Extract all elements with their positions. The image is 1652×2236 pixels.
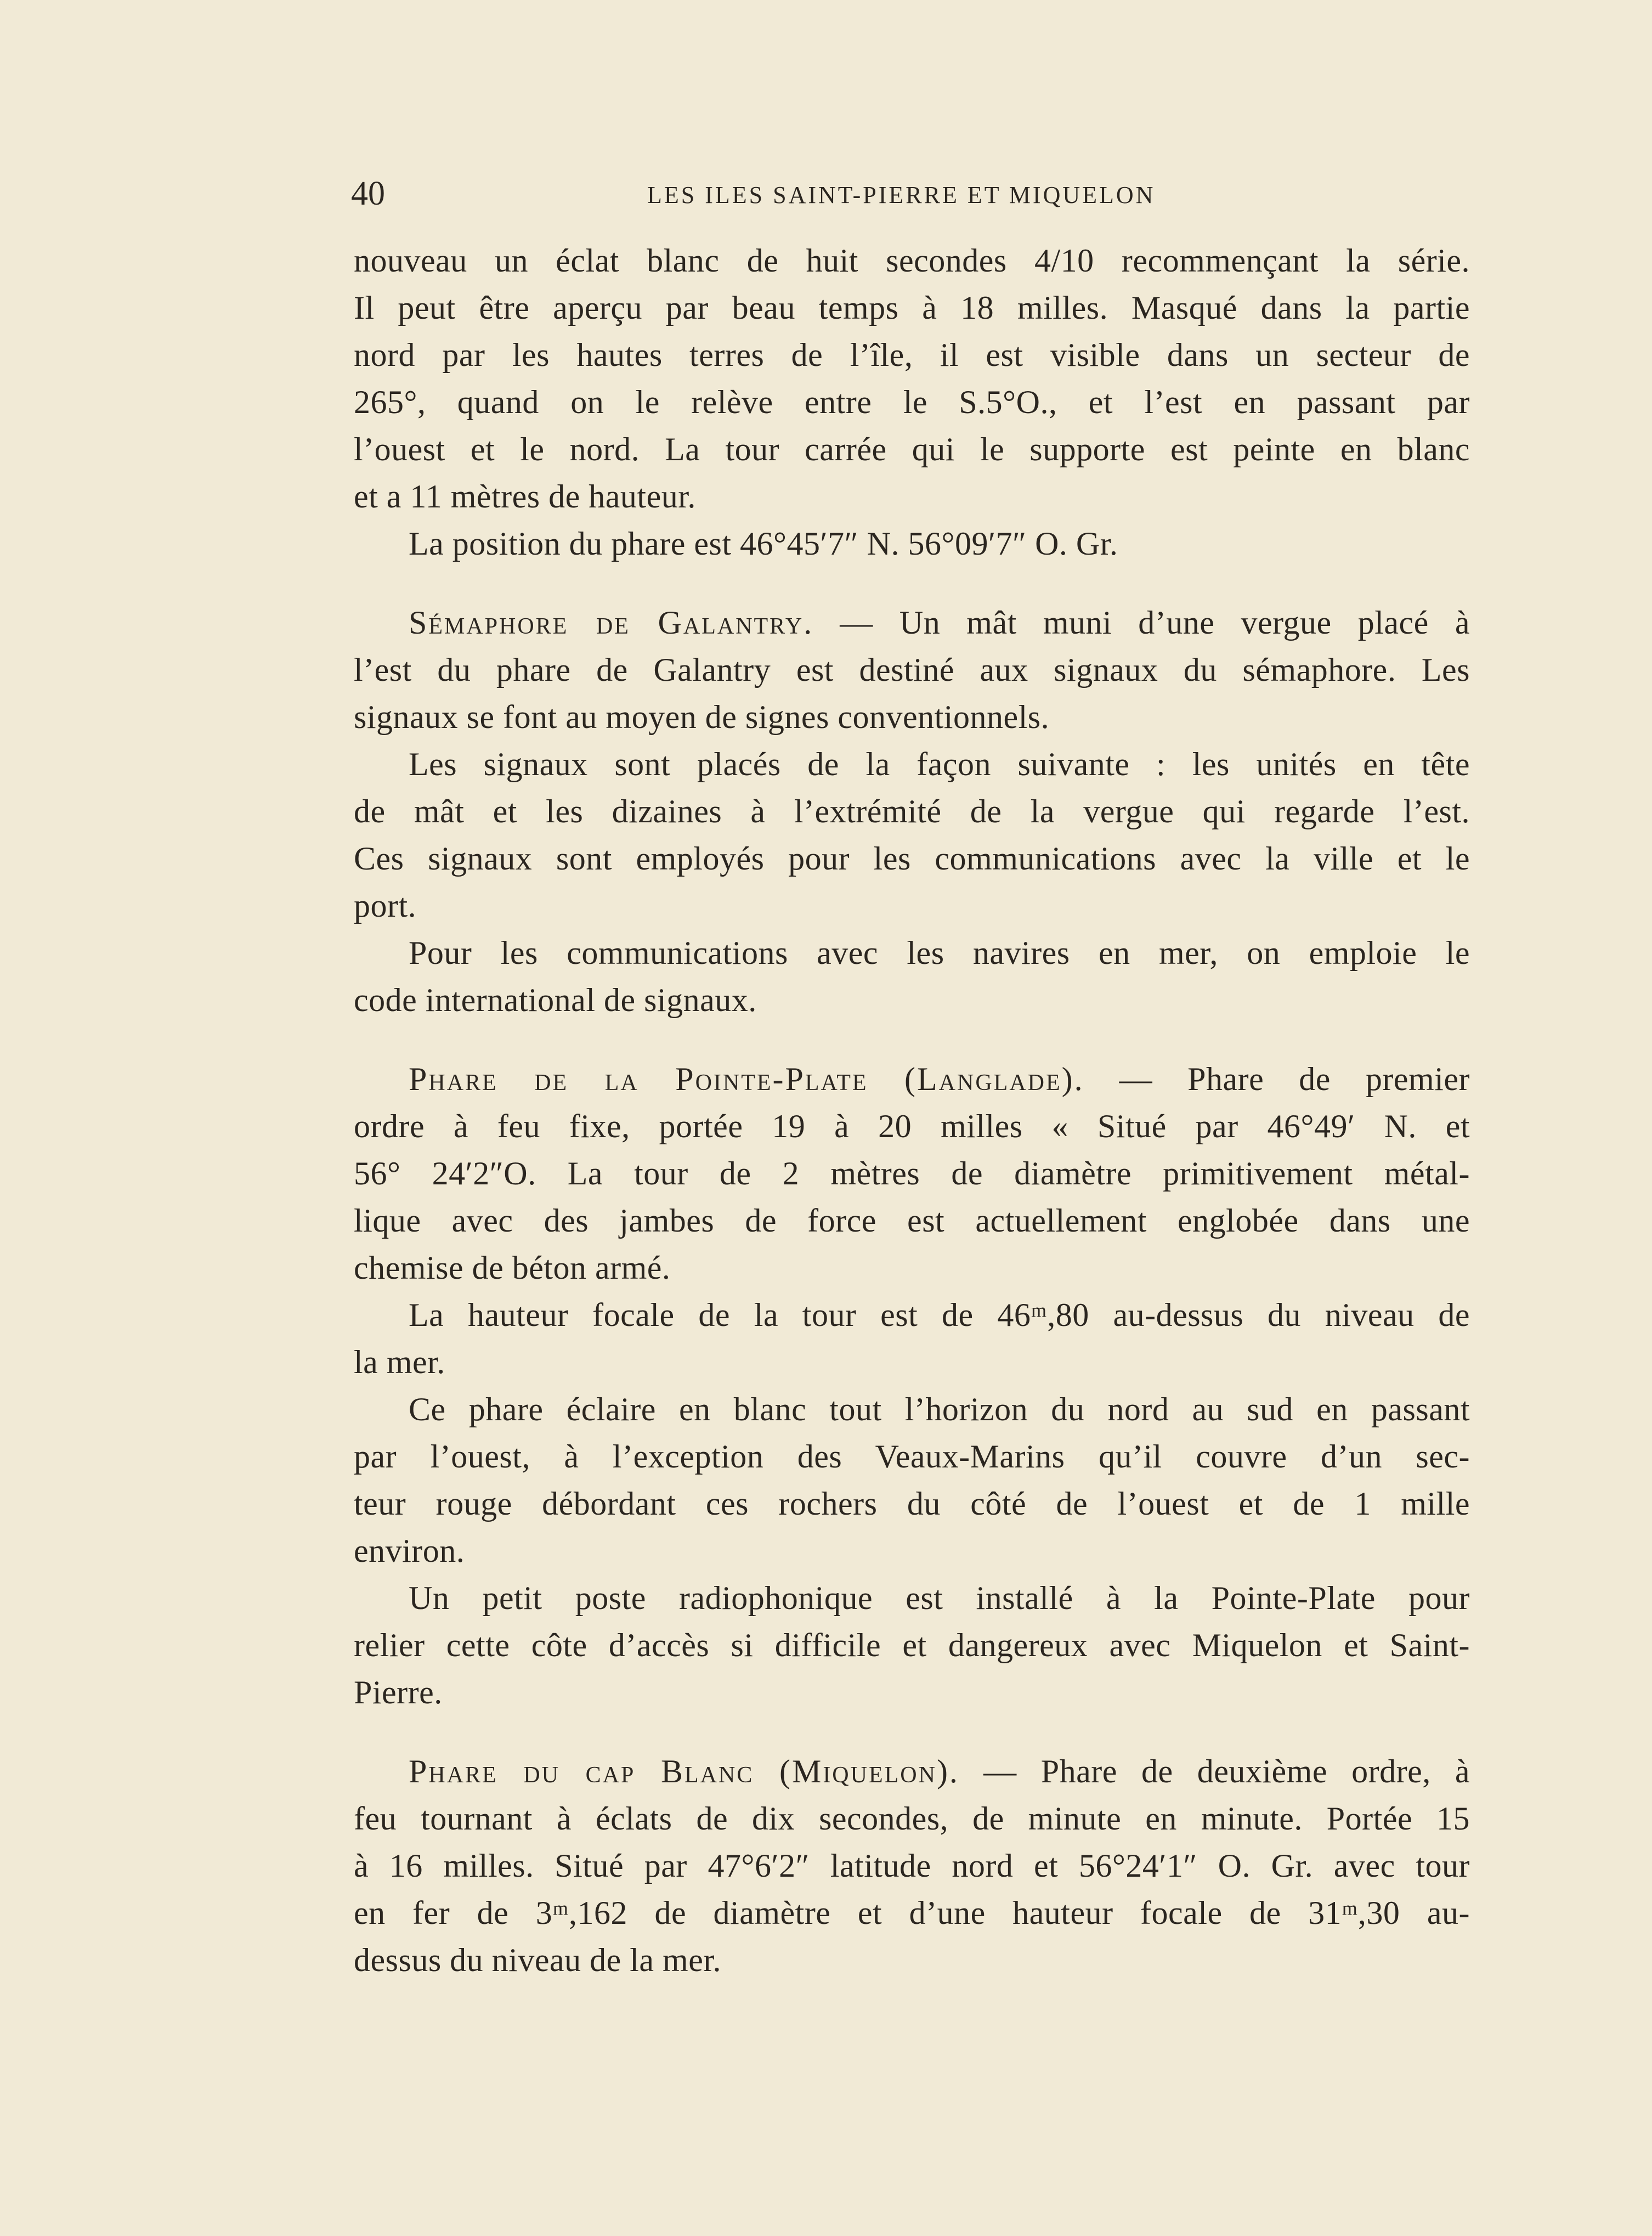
page-body	[354, 237, 1470, 1984]
paragraph	[354, 1291, 1470, 1386]
text-line	[354, 741, 1470, 788]
text-line	[354, 1527, 1470, 1574]
line-text: Les signaux sont placés de la façon suivante : les unités en tête	[409, 746, 1470, 782]
line-text: relier cette côte d’accès si difficile et dangereux avec Miquelon et Saint-	[354, 1627, 1470, 1663]
line-text: — Phare de premier	[1084, 1061, 1470, 1097]
text-line	[354, 1480, 1470, 1527]
line-text: code international de signaux.	[354, 982, 757, 1018]
section-paragraph	[354, 1748, 1470, 1984]
paragraph	[354, 741, 1470, 929]
paragraph	[354, 1386, 1470, 1574]
text-line	[354, 929, 1470, 976]
text-line	[354, 520, 1470, 567]
section-heading: Sémaphore de Galantry.	[409, 605, 814, 641]
page-number: 40	[351, 175, 385, 212]
line-text: l’ouest et le nord. La tour carrée qui le supporte est peinte en blanc	[354, 431, 1470, 467]
text-line	[354, 1291, 1470, 1339]
text-line	[354, 1386, 1470, 1433]
section-heading: Phare du cap Blanc (Miquelon).	[409, 1753, 959, 1789]
text-line	[354, 1936, 1470, 1984]
line-text: 265°, quand on le relève entre le S.5°O., et l’est en passant par	[354, 384, 1470, 420]
line-text: l’est du phare de Galantry est destiné aux signaux du sémaphore. Les	[354, 652, 1470, 688]
text-line	[354, 1103, 1470, 1150]
line-text: dessus du niveau de la mer.	[354, 1942, 722, 1978]
line-text: Ce phare éclaire en blanc tout l’horizon du nord au sud en passant	[409, 1391, 1470, 1427]
line-text: port.	[354, 888, 417, 924]
line-text: feu tournant à éclats de dix secondes, de minute en minute. Portée 15	[354, 1800, 1470, 1837]
text-line	[354, 646, 1470, 693]
text-line	[354, 1889, 1470, 1936]
line-text: — Un mât muni d’une vergue placé à	[813, 605, 1470, 641]
section-paragraph	[354, 1055, 1470, 1291]
text-line	[354, 788, 1470, 835]
text-line	[354, 1433, 1470, 1480]
paragraph	[354, 1574, 1470, 1716]
text-line	[354, 1622, 1470, 1669]
line-text: par l’ouest, à l’exception des Veaux-Marins qu’il couvre d’un sec-	[354, 1438, 1470, 1475]
text-line	[354, 693, 1470, 741]
section-heading: Phare de la Pointe-Plate (Langlade).	[409, 1061, 1084, 1097]
text-line	[354, 379, 1470, 426]
text-line	[354, 473, 1470, 520]
text-line	[354, 1795, 1470, 1842]
line-text: environ.	[354, 1533, 465, 1569]
line-text: signaux se font au moyen de signes conventionnels.	[354, 699, 1050, 735]
line-text: Pierre.	[354, 1674, 443, 1710]
line-text: Un petit poste radiophonique est installé à la Pointe-Plate pour	[409, 1580, 1470, 1616]
text-line	[354, 237, 1470, 284]
text-line	[354, 599, 1470, 646]
line-text: Pour les communications avec les navires en mer, on emploie le	[409, 935, 1470, 971]
paragraph	[354, 237, 1470, 520]
line-text: nouveau un éclat blanc de huit secondes 4/10 recommençant la série.	[354, 242, 1470, 279]
line-text: et a 11 mètres de hauteur.	[354, 478, 696, 515]
text-line	[354, 882, 1470, 929]
line-text: — Phare de deuxième ordre, à	[959, 1753, 1470, 1789]
section-paragraph	[354, 599, 1470, 741]
text-line	[354, 1055, 1470, 1103]
line-text: chemise de béton armé.	[354, 1250, 671, 1286]
line-text: teur rouge débordant ces rochers du côté de l’ouest et de 1 mille	[354, 1486, 1470, 1522]
line-text: de mât et les dizaines à l’extrémité de la vergue qui regarde l’est.	[354, 793, 1470, 829]
line-text: la mer.	[354, 1344, 445, 1380]
paragraph	[354, 520, 1470, 567]
line-text: à 16 milles. Situé par 47°6′2″ latitude nord et 56°24′1″ O. Gr. avec tour	[354, 1848, 1470, 1884]
line-text: lique avec des jambes de force est actuellement englobée dans une	[354, 1202, 1470, 1239]
text-line	[354, 1197, 1470, 1244]
line-text: Il peut être aperçu par beau temps à 18 milles. Masqué dans la partie	[354, 290, 1470, 326]
line-text: 56° 24′2″O. La tour de 2 mètres de diamètre primitivement métal-	[354, 1155, 1470, 1192]
text-line	[354, 1842, 1470, 1889]
text-line	[354, 331, 1470, 379]
text-line	[354, 284, 1470, 331]
text-line	[354, 1748, 1470, 1795]
text-line	[354, 976, 1470, 1024]
text-line	[354, 426, 1470, 473]
line-text: en fer de 3ᵐ,162 de diamètre et d’une hauteur focale de 31ᵐ,30 au-	[354, 1895, 1470, 1931]
line-text: La hauteur focale de la tour est de 46ᵐ,80 au-dessus du niveau de	[409, 1297, 1470, 1333]
line-text: Ces signaux sont employés pour les communications avec la ville et le	[354, 840, 1470, 877]
text-line	[354, 1574, 1470, 1622]
running-title: LES ILES SAINT-PIERRE ET MIQUELON	[647, 182, 1156, 208]
text-line	[354, 1244, 1470, 1291]
text-line	[354, 1669, 1470, 1716]
text-line	[354, 835, 1470, 882]
text-line	[354, 1150, 1470, 1197]
line-text: ordre à feu fixe, portée 19 à 20 milles « Situé par 46°49′ N. et	[354, 1108, 1470, 1144]
line-text: La position du phare est 46°45′7″ N. 56°09′7″ O. Gr.	[409, 526, 1118, 562]
text-line	[354, 1339, 1470, 1386]
paragraph	[354, 929, 1470, 1024]
line-text: nord par les hautes terres de l’île, il est visible dans un secteur de	[354, 337, 1470, 373]
